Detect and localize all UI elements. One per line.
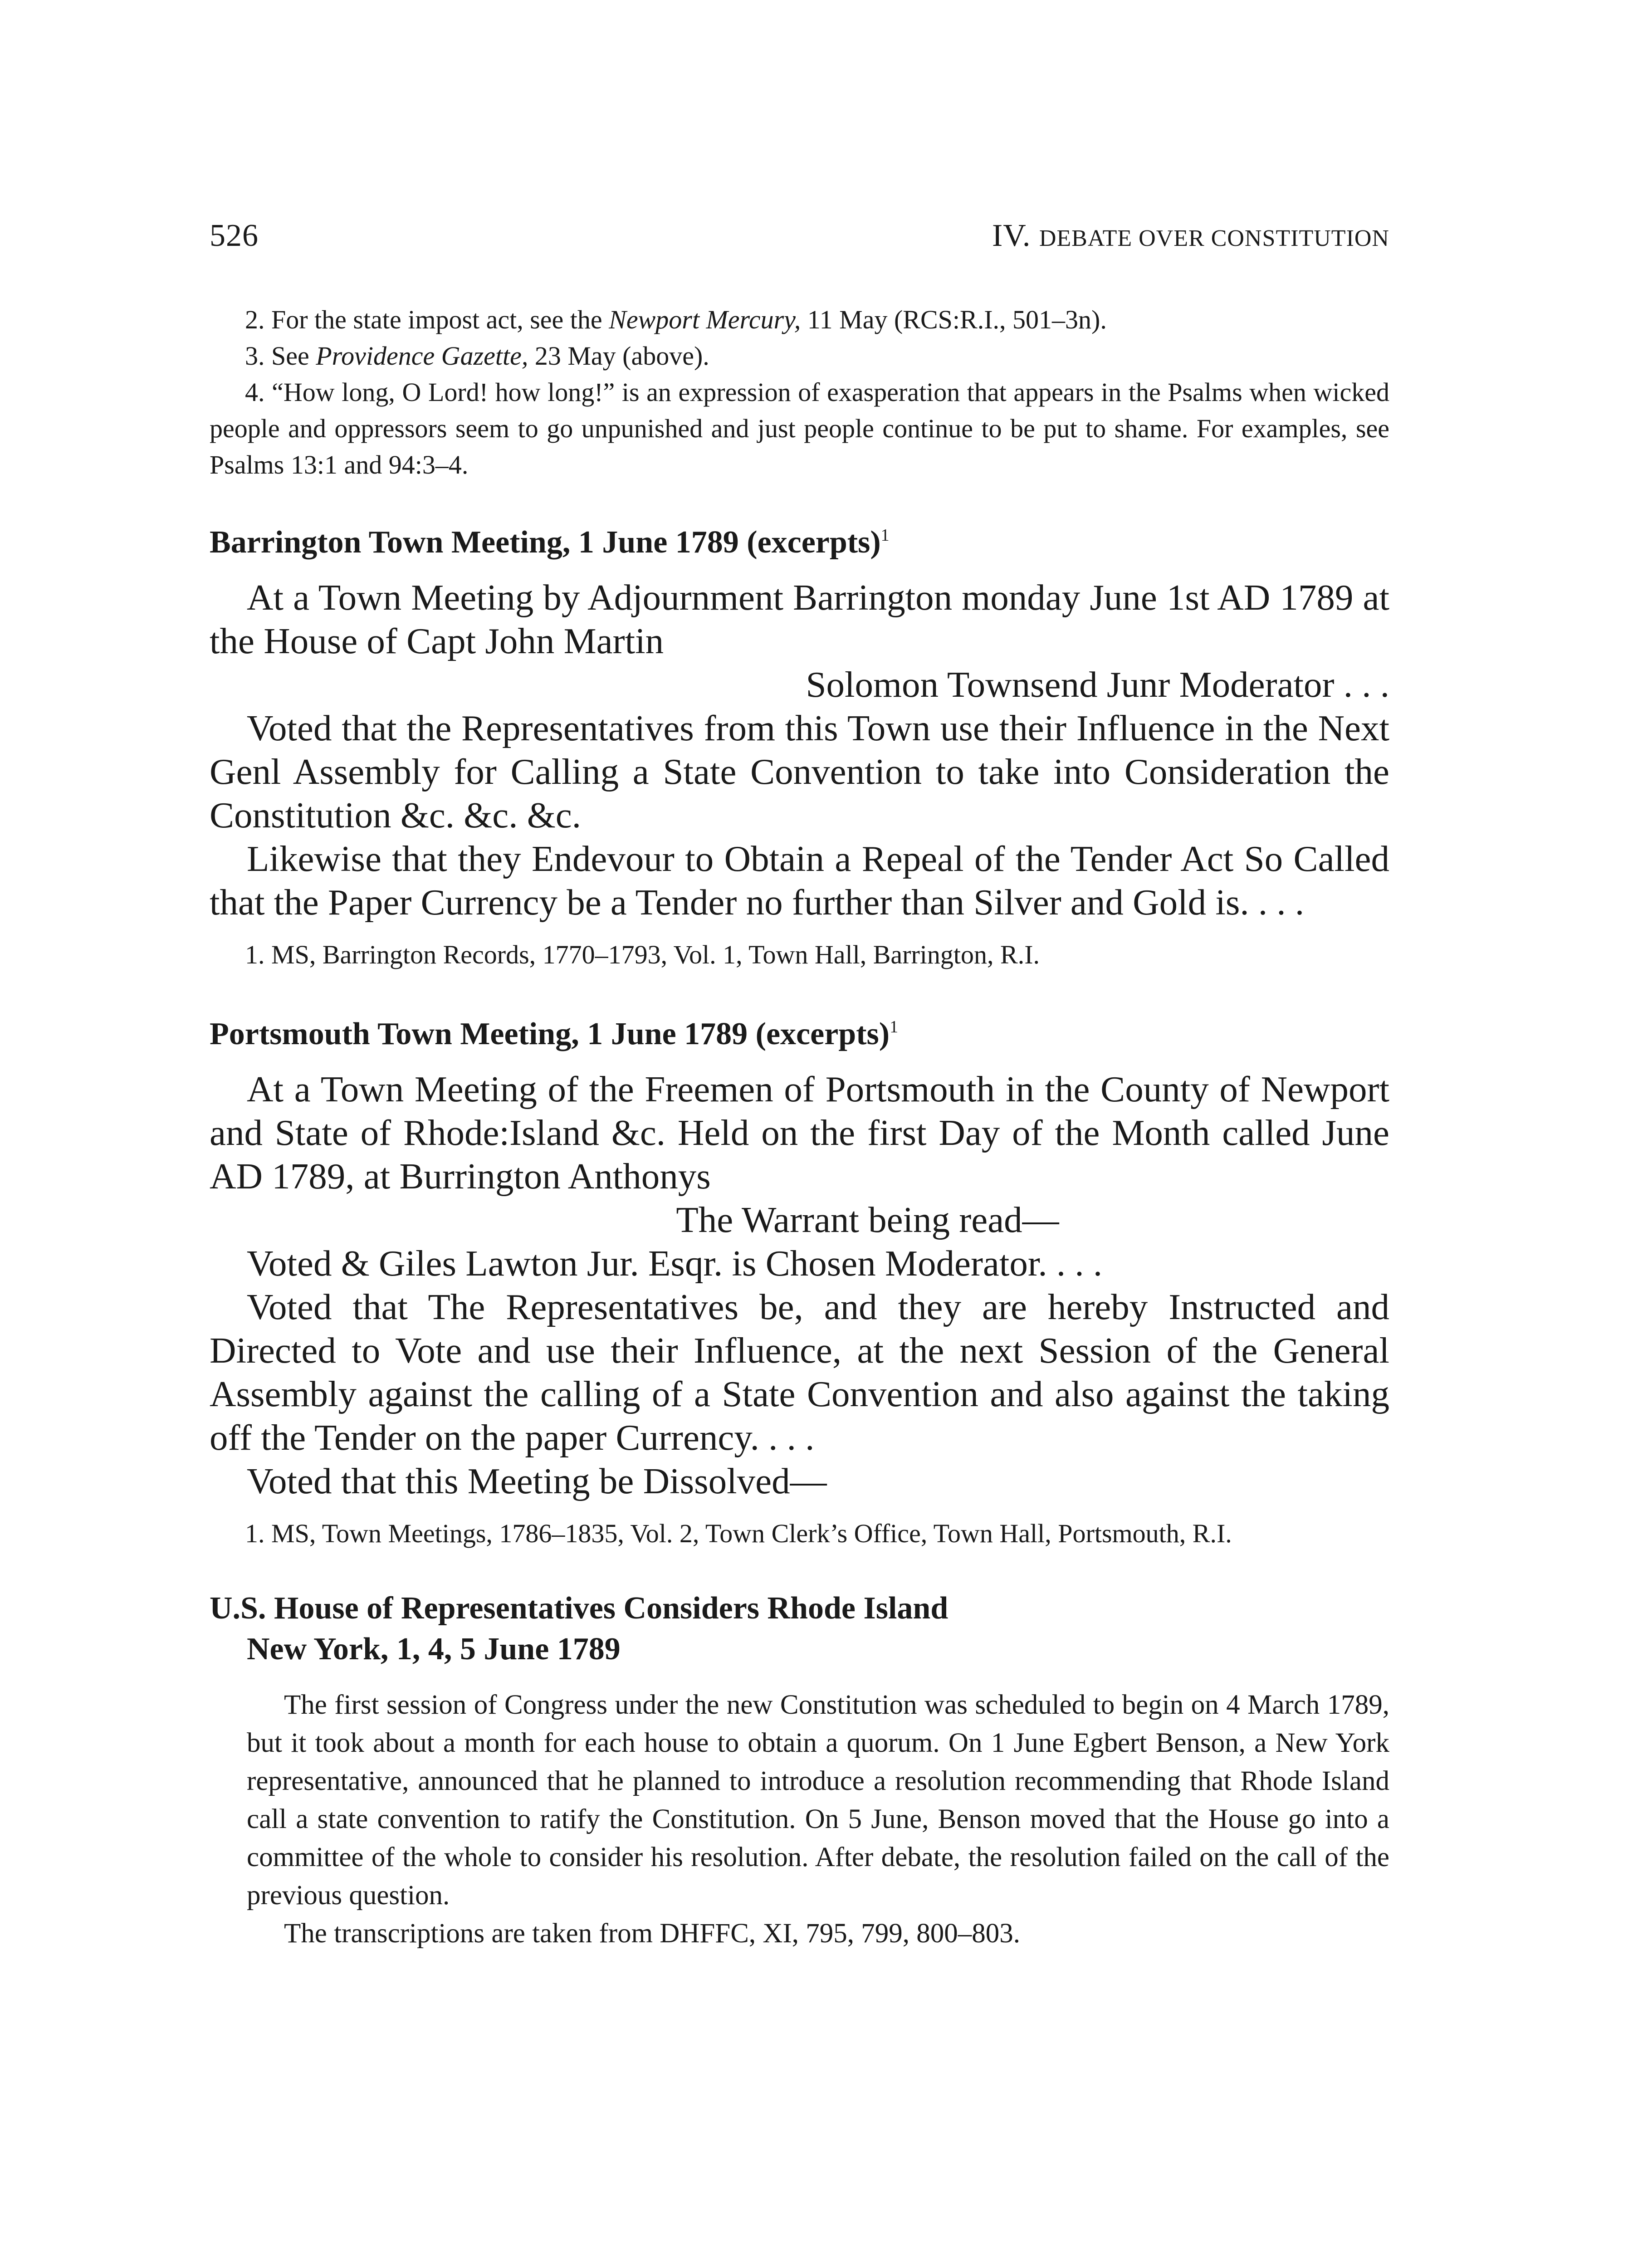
text-column xyxy=(210,302,1389,1953)
barrington-record xyxy=(210,576,1389,924)
running-title-text: DEBATE OVER CONSTITUTION xyxy=(1039,225,1389,251)
house-heading-line-2: New York, 1, 4, 5 June 1789 xyxy=(247,1632,621,1667)
portsmouth-opening: At a Town Meeting of the Freemen of Portsmouth in the County of Newport and State of Rhode:Island &c. Held on the first Day of the Month called June AD 1789, at Burrington Anthonys xyxy=(210,1069,1389,1197)
barrington-opening: At a Town Meeting by Adjournment Barrington monday June 1st AD 1789 at the House of Capt John Martin xyxy=(210,577,1389,661)
running-title-roman: IV. xyxy=(992,218,1039,253)
house-heading-line-1: U.S. House of Representatives Considers Rhode Island xyxy=(210,1591,949,1626)
portsmouth-dissolved: Voted that this Meeting be Dissolved— xyxy=(247,1461,827,1501)
portsmouth-heading-note: 1 xyxy=(890,1017,899,1036)
portsmouth-heading: Portsmouth Town Meeting, 1 June 1789 (excerpts)$^1$ xyxy=(210,1017,899,1051)
house-source-note: The transcriptions are taken from DHFFC, XI, 795, 799, 800–803. xyxy=(284,1918,1021,1949)
barrington-moderator: Solomon Townsend Junr Moderator . . . xyxy=(806,664,1389,705)
portsmouth-record xyxy=(210,1067,1389,1503)
portsmouth-footnote: 1. MS, Town Meetings, 1786–1835, Vol. 2, Town Clerk’s Office, Town Hall, Portsmouth, R.I. xyxy=(245,1519,1232,1548)
barrington-heading: Barrington Town Meeting, 1 June 1789 (excerpts)$^1$ xyxy=(210,525,890,560)
barrington-vote-2: Likewise that they Endevour to Obtain a Repeal of the Tender Act So Called that the Paper Currency be a Tender no further than Silver and Gold is. . . . xyxy=(210,838,1389,923)
portsmouth-moderator: Voted & Giles Lawton Jur. Esqr. is Chosen Moderator. . . . xyxy=(247,1243,1103,1284)
note-4: 4. “How long, O Lord! how long!” is an expression of exasperation that appears in the Psalms when wicked people and oppressors seem to go unpunished and just people continue to be put to shame. For examples, see Psalms 13:1 and 94:3–4. xyxy=(210,377,1390,479)
house-heading xyxy=(210,1588,1389,1670)
note-2: 2. For the state impost act, see the Newport Mercury, 11 May (RCS:R.I., 501–3n). xyxy=(245,305,1107,334)
note-3: 3. See Providence Gazette, 23 May (above). xyxy=(245,341,709,371)
page-number: 526 xyxy=(210,218,259,253)
house-intro-paragraph: The first session of Congress under the new Constitution was scheduled to begin on 4 March 1789, but it took about a month for each house to obtain a quorum. On 1 June Egbert Benson, a New York representative, announced that he planned to introduce a resolution recommending that Rhode Island call a state convention to ratify the Constitution. On 5 June, Benson moved that the House go into a committee of the whole to consider his resolution. After debate, the resolution failed on the call of the previous question. xyxy=(247,1690,1389,1911)
portsmouth-vote-1: Voted that The Representatives be, and they are hereby Instructed and Directed to Vote and use their Influence, at the next Session of the General Assembly against the calling of a State Convention and also against the taking off the Tender on the paper Currency. . . . xyxy=(210,1286,1389,1458)
running-head xyxy=(210,218,1389,254)
barrington-heading-note: 1 xyxy=(880,526,890,545)
running-title xyxy=(992,218,1389,254)
barrington-vote-1: Voted that the Representatives from this Town use their Influence in the Next Genl Assembly for Calling a State Convention to take into Consideration the Constitution &c. &c. &c. xyxy=(210,708,1389,836)
house-intro xyxy=(210,1686,1389,1953)
barrington-footnote: 1. MS, Barrington Records, 1770–1793, Vol. 1, Town Hall, Barrington, R.I. xyxy=(245,940,1040,969)
portsmouth-warrant: The Warrant being read— xyxy=(676,1199,1059,1240)
